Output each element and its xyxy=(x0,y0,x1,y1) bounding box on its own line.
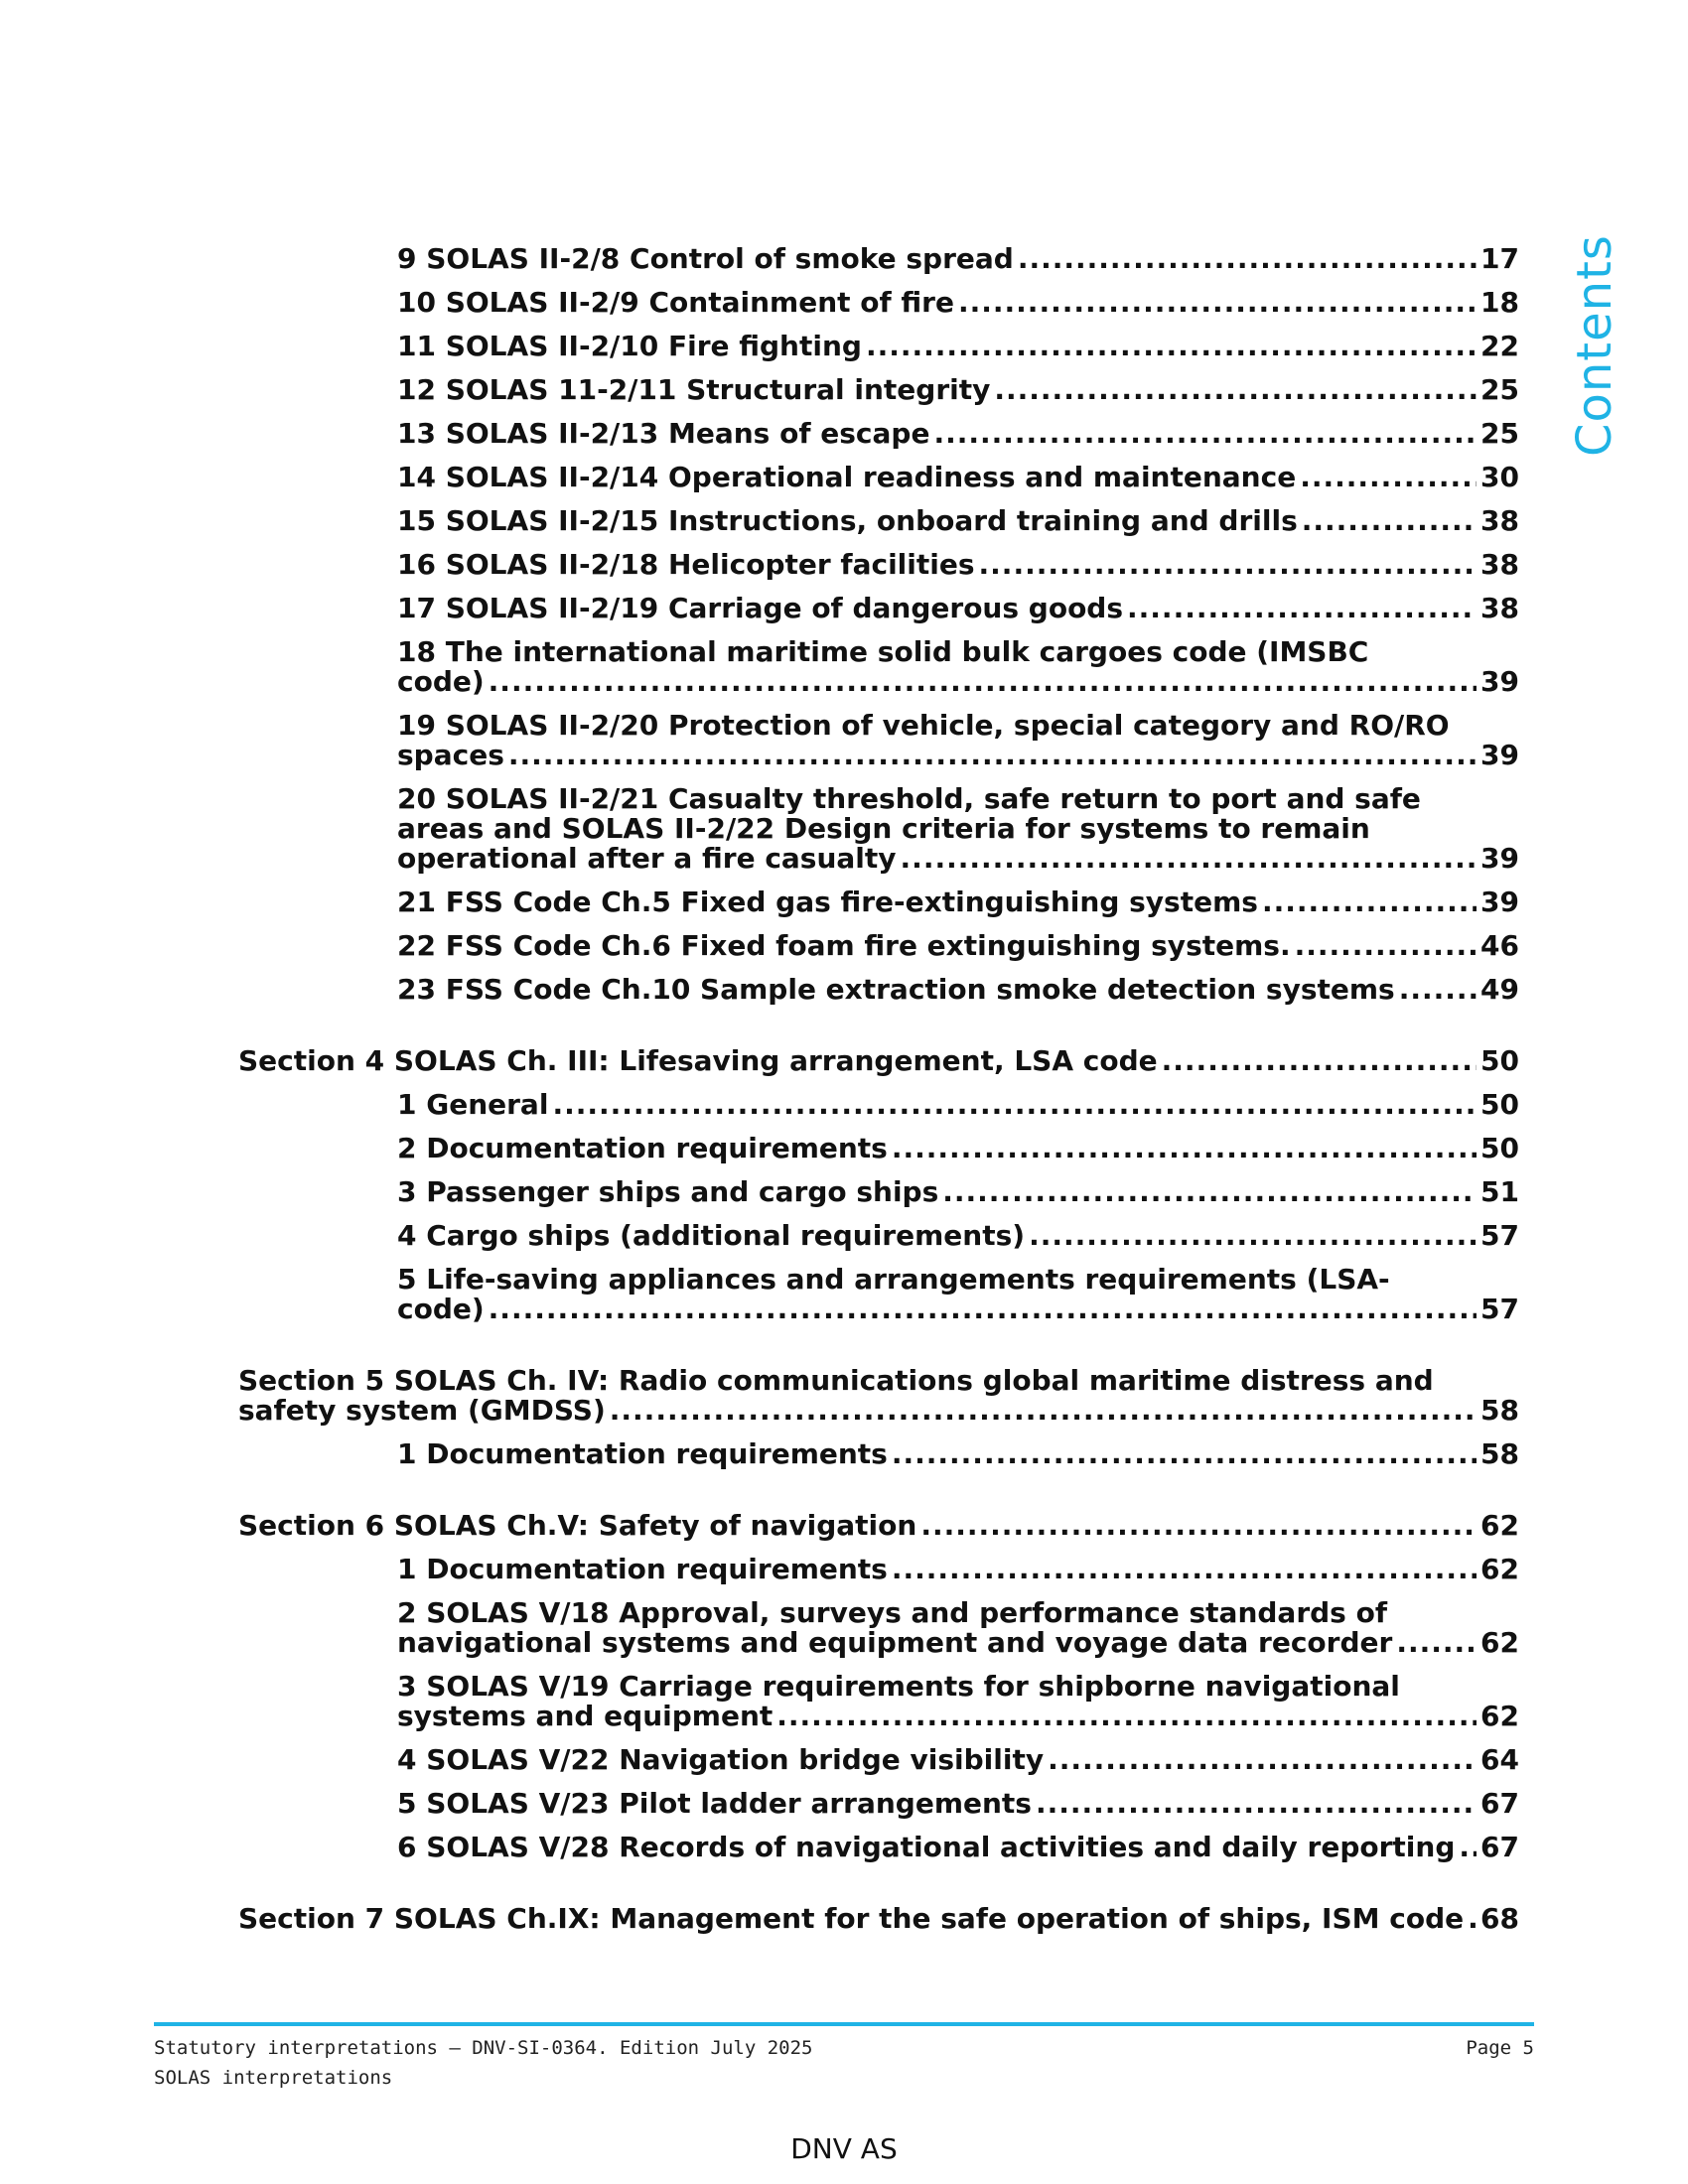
toc-entry-title: safety system (GMDSS) xyxy=(238,1394,606,1427)
toc-entry-title: 6 SOLAS V/28 Records of navigational activities and daily reporting xyxy=(397,1831,1456,1863)
toc-entry-page: 57 xyxy=(1480,1293,1519,1325)
toc-entry-title: code) xyxy=(397,665,485,698)
toc-entry-title: 4 SOLAS V/22 Navigation bridge visibility xyxy=(397,1743,1045,1776)
toc-entry-page: 58 xyxy=(1480,1437,1519,1470)
toc-entry-title: 14 SOLAS II-2/14 Operational readiness and maintenance xyxy=(397,461,1297,493)
toc-entry[interactable] xyxy=(397,975,1519,1005)
toc-entry-title: Section 4 SOLAS Ch. III: Lifesaving arrangement, LSA code xyxy=(238,1044,1158,1077)
toc-entry[interactable] xyxy=(397,1833,1519,1862)
toc-entry[interactable] xyxy=(397,711,1519,770)
toc-entry[interactable] xyxy=(397,1555,1519,1584)
toc-entry[interactable] xyxy=(397,244,1519,274)
leader-dots xyxy=(1162,1046,1477,1076)
toc-entry-page: 58 xyxy=(1480,1394,1519,1427)
leader-dots xyxy=(892,1439,1477,1469)
leader-dots xyxy=(979,550,1477,580)
toc-entry-page: 39 xyxy=(1480,842,1519,875)
toc-entry[interactable] xyxy=(397,1134,1519,1163)
toc-entry[interactable] xyxy=(397,332,1519,361)
leader-dots xyxy=(1127,594,1477,623)
toc-entry-title: 23 FSS Code Ch.10 Sample extraction smoke detection systems xyxy=(397,973,1395,1006)
toc-entry-title: 17 SOLAS II-2/19 Carriage of dangerous goods xyxy=(397,592,1124,624)
toc-entry-title: navigational systems and equipment and voyage data recorder xyxy=(397,1626,1393,1659)
leader-dots xyxy=(994,375,1477,405)
toc-entry-title: 4 Cargo ships (additional requirements) xyxy=(397,1219,1026,1252)
toc-entry[interactable] xyxy=(397,288,1519,318)
toc-entry-title: code) xyxy=(397,1293,485,1325)
toc-entry-title: 5 SOLAS V/23 Pilot ladder arrangements xyxy=(397,1787,1032,1820)
leader-dots xyxy=(1262,887,1477,917)
toc-entry[interactable] xyxy=(397,463,1519,492)
toc-entry[interactable] xyxy=(397,375,1519,405)
toc-entry[interactable] xyxy=(397,594,1519,623)
toc-entry-page: 50 xyxy=(1480,1132,1519,1164)
toc-entry-page: 62 xyxy=(1480,1626,1519,1659)
toc-entry-title: 1 General xyxy=(397,1088,549,1121)
footer-doc-title: Statutory interpretations — DNV-SI-0364. Edition July 2025 xyxy=(154,2037,813,2059)
toc-entry-title-line: 19 SOLAS II-2/20 Protection of vehicle, special category and RO/RO xyxy=(397,709,1450,742)
leader-dots xyxy=(892,1555,1477,1584)
footer-page-label: Page 5 xyxy=(1466,2037,1534,2059)
leader-dots xyxy=(489,667,1477,697)
toc-entry-title-line: 20 SOLAS II-2/21 Casualty threshold, safe return to port and safe xyxy=(397,782,1421,815)
toc-entry-title: Section 6 SOLAS Ch.V: Safety of navigation xyxy=(238,1509,917,1542)
toc-entry-page: 25 xyxy=(1480,417,1519,450)
toc-entry-title-line: 3 SOLAS V/19 Carriage requirements for shipborne navigational xyxy=(397,1670,1400,1703)
toc-entry-title: 13 SOLAS II-2/13 Means of escape xyxy=(397,417,930,450)
toc-section-entry[interactable] xyxy=(238,1046,1519,1076)
toc-entry[interactable] xyxy=(397,1221,1519,1251)
toc-entry[interactable] xyxy=(397,637,1519,697)
toc-entry-title-line: Section 5 SOLAS Ch. IV: Radio communications global maritime distress and xyxy=(238,1364,1434,1397)
leader-dots xyxy=(1295,931,1477,961)
toc-entry-title: 10 SOLAS II-2/9 Containment of fire xyxy=(397,286,954,319)
toc-entry-page: 39 xyxy=(1480,665,1519,698)
toc-entry-title: 15 SOLAS II-2/15 Instructions, onboard training and drills xyxy=(397,504,1298,537)
leader-dots xyxy=(1459,1833,1477,1862)
toc-section-entry[interactable] xyxy=(238,1904,1519,1934)
toc-entry-page: 39 xyxy=(1480,886,1519,918)
toc-entry[interactable] xyxy=(397,1177,1519,1207)
toc-entry-title: 9 SOLAS II-2/8 Control of smoke spread xyxy=(397,242,1014,275)
leader-dots xyxy=(1399,975,1477,1005)
toc-entry-title: spaces xyxy=(397,739,504,771)
toc-entry[interactable] xyxy=(397,1745,1519,1775)
toc-entry-title: 21 FSS Code Ch.5 Fixed gas fire-extinguishing systems xyxy=(397,886,1258,918)
toc-entry-title-line: 5 Life-saving appliances and arrangements requirements (LSA- xyxy=(397,1263,1390,1296)
toc-entry-title: 1 Documentation requirements xyxy=(397,1437,888,1470)
toc-entry-title-line: 2 SOLAS V/18 Approval, surveys and performance standards of xyxy=(397,1596,1388,1629)
toc-entry-page: 18 xyxy=(1480,286,1519,319)
leader-dots xyxy=(1300,463,1477,492)
toc-entry[interactable] xyxy=(397,506,1519,536)
toc-entry-page: 38 xyxy=(1480,592,1519,624)
leader-dots xyxy=(933,419,1477,449)
toc-entry-page: 62 xyxy=(1480,1553,1519,1585)
toc-entry-title: Section 7 SOLAS Ch.IX: Management for the safe operation of ships, ISM code xyxy=(238,1902,1465,1935)
toc-section-entry[interactable] xyxy=(238,1511,1519,1541)
leader-dots xyxy=(866,332,1477,361)
toc-entry[interactable] xyxy=(397,1672,1519,1731)
toc-entry-title: 3 Passenger ships and cargo ships xyxy=(397,1175,939,1208)
leader-dots xyxy=(508,741,1477,770)
contents-side-label: Contents xyxy=(1567,234,1622,457)
toc-entry-page: 38 xyxy=(1480,548,1519,581)
toc-entry[interactable] xyxy=(397,784,1519,874)
leader-dots xyxy=(489,1295,1477,1324)
toc-entry-title: operational after a fire casualty xyxy=(397,842,897,875)
toc-entry-page: 67 xyxy=(1480,1787,1519,1820)
toc-entry-title: 2 Documentation requirements xyxy=(397,1132,888,1164)
leader-dots xyxy=(1468,1904,1477,1934)
toc-entry-page: 64 xyxy=(1480,1743,1519,1776)
toc-entry-title: 16 SOLAS II-2/18 Helicopter facilities xyxy=(397,548,975,581)
leader-dots xyxy=(892,1134,1477,1163)
leader-dots xyxy=(1036,1789,1477,1819)
toc-entry-title: 22 FSS Code Ch.6 Fixed foam fire extinguishing systems. xyxy=(397,929,1291,962)
toc-entry-page: 17 xyxy=(1480,242,1519,275)
leader-dots xyxy=(1396,1628,1477,1658)
toc-entry[interactable] xyxy=(397,419,1519,449)
toc-entry-page: 22 xyxy=(1480,330,1519,362)
leader-dots xyxy=(1048,1745,1477,1775)
leader-dots xyxy=(1018,244,1477,274)
toc-entry-title: 11 SOLAS II-2/10 Fire fighting xyxy=(397,330,862,362)
toc-entry-title: 12 SOLAS 11-2/11 Structural integrity xyxy=(397,373,991,406)
toc-entry-page: 51 xyxy=(1480,1175,1519,1208)
leader-dots xyxy=(776,1702,1477,1731)
toc-entry[interactable] xyxy=(397,1090,1519,1120)
toc-entry-page: 49 xyxy=(1480,973,1519,1006)
toc-entry[interactable] xyxy=(397,1789,1519,1819)
toc-entry[interactable] xyxy=(397,887,1519,917)
toc-entry-page: 30 xyxy=(1480,461,1519,493)
toc-entry-page: 46 xyxy=(1480,929,1519,962)
toc-entry-page: 67 xyxy=(1480,1831,1519,1863)
toc-section-entry[interactable] xyxy=(238,1366,1519,1426)
leader-dots xyxy=(901,844,1477,874)
toc-entry-page: 50 xyxy=(1480,1044,1519,1077)
toc-entry-title-line: areas and SOLAS II-2/22 Design criteria for systems to remain xyxy=(397,812,1370,845)
toc-entry-page: 25 xyxy=(1480,373,1519,406)
toc-entry-page: 62 xyxy=(1480,1700,1519,1732)
leader-dots xyxy=(1302,506,1477,536)
toc-entry-page: 50 xyxy=(1480,1088,1519,1121)
leader-dots xyxy=(610,1396,1477,1426)
toc-entry-title: systems and equipment xyxy=(397,1700,774,1732)
leader-dots xyxy=(1029,1221,1477,1251)
footer-company: DNV AS xyxy=(790,2132,898,2165)
toc-entry[interactable] xyxy=(397,1265,1519,1324)
footer-subtitle: SOLAS interpretations xyxy=(154,2067,393,2089)
toc-entry[interactable] xyxy=(397,550,1519,580)
leader-dots xyxy=(942,1177,1477,1207)
toc-entry-page: 39 xyxy=(1480,739,1519,771)
toc-entry[interactable] xyxy=(397,931,1519,961)
leader-dots xyxy=(958,288,1477,318)
leader-dots xyxy=(920,1511,1477,1541)
leader-dots xyxy=(552,1090,1477,1120)
toc-entry-page: 68 xyxy=(1480,1902,1519,1935)
toc-entry-page: 38 xyxy=(1480,504,1519,537)
toc-entry-page: 62 xyxy=(1480,1509,1519,1542)
toc-entry[interactable] xyxy=(397,1439,1519,1469)
toc-entry-title-line: 18 The international maritime solid bulk cargoes code (IMSBC xyxy=(397,635,1369,668)
toc-entry-page: 57 xyxy=(1480,1219,1519,1252)
toc-entry-title: 1 Documentation requirements xyxy=(397,1553,888,1585)
footer-divider xyxy=(154,2022,1534,2026)
toc-entry[interactable] xyxy=(397,1598,1519,1658)
